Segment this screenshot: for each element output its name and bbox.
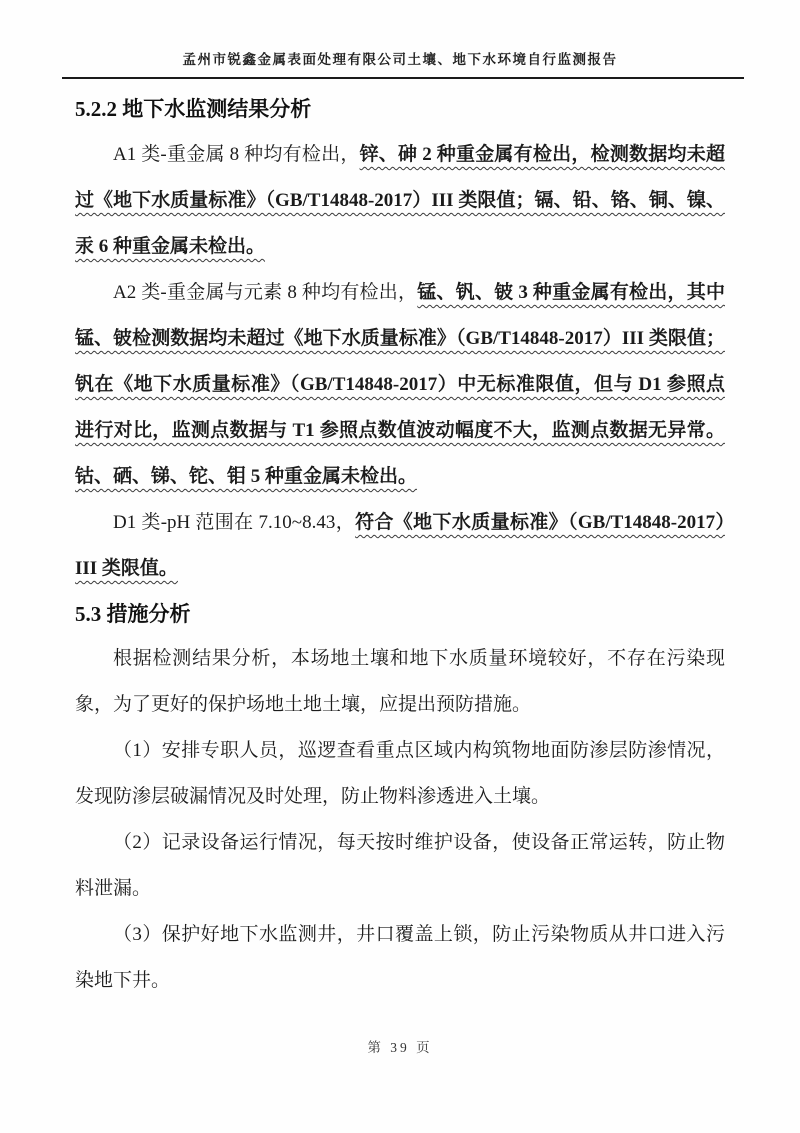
paragraph-d1-emphasis-run: 符合《地下水质量标准》（GB/T14848-2017）III 类限值。	[75, 512, 725, 579]
section-heading-5-2-2: 5.2.2 地下水监测结果分析	[75, 97, 312, 121]
section-heading-5-3: 5.3 措施分析	[75, 602, 191, 626]
paragraph-measure-3: （3）保护好地下水监测井，井口覆盖上锁，防止污染物质从井口进入污染地下井。	[75, 924, 725, 991]
paragraph-d1	[75, 500, 725, 592]
header-rule	[62, 77, 744, 79]
paragraph-a1-normal-run: A1 类-重金属 8 种均有检出，	[113, 144, 360, 165]
document-body	[75, 86, 725, 1004]
page-number-footer: 第 39 页	[367, 1040, 433, 1055]
page-header-title: 孟州市锐鑫金属表面处理有限公司土壤、地下水环境自行监测报告	[182, 52, 618, 67]
paragraph-a2	[75, 270, 725, 500]
paragraph-measures-intro: 根据检测结果分析，本场地土壤和地下水质量环境较好，不存在污染现象，为了更好的保护场地土地土壤，应提出预防措施。	[75, 648, 725, 715]
paragraph-d1-normal-run: D1 类-pH 范围在 7.10~8.43，	[113, 512, 356, 533]
paragraph-a2-normal-run: A2 类-重金属与元素 8 种均有检出，	[113, 282, 418, 303]
paragraph-a1-emphasis-run: 锌、砷 2 种重金属有检出，检测数据均未超过《地下水质量标准》（GB/T14848-2017）III 类限值；镉、铅、铬、铜、镍、汞 6 种重金属未检出。	[75, 144, 725, 257]
paragraph-measure-2: （2）记录设备运行情况，每天按时维护设备，使设备正常运转，防止物料泄漏。	[75, 832, 725, 899]
paragraph-a1	[75, 132, 725, 270]
paragraph-a2-emphasis-run: 锰、钒、铍 3 种重金属有检出，其中锰、铍检测数据均未超过《地下水质量标准》（GB/T14848-2017）III 类限值；钒在《地下水质量标准》（GB/T14848-2017）中无标准限值，但与 D1 参照点进行对比，监测点数据与 T1 参照点数值波动幅度不大，监测点数据无异常。钴、硒、锑、铊、钼 5 种重金属未检出。	[75, 282, 725, 487]
paragraph-measure-1: （1）安排专职人员，巡逻查看重点区域内构筑物地面防渗层防渗情况，发现防渗层破漏情况及时处理，防止物料渗透进入土壤。	[75, 740, 725, 807]
